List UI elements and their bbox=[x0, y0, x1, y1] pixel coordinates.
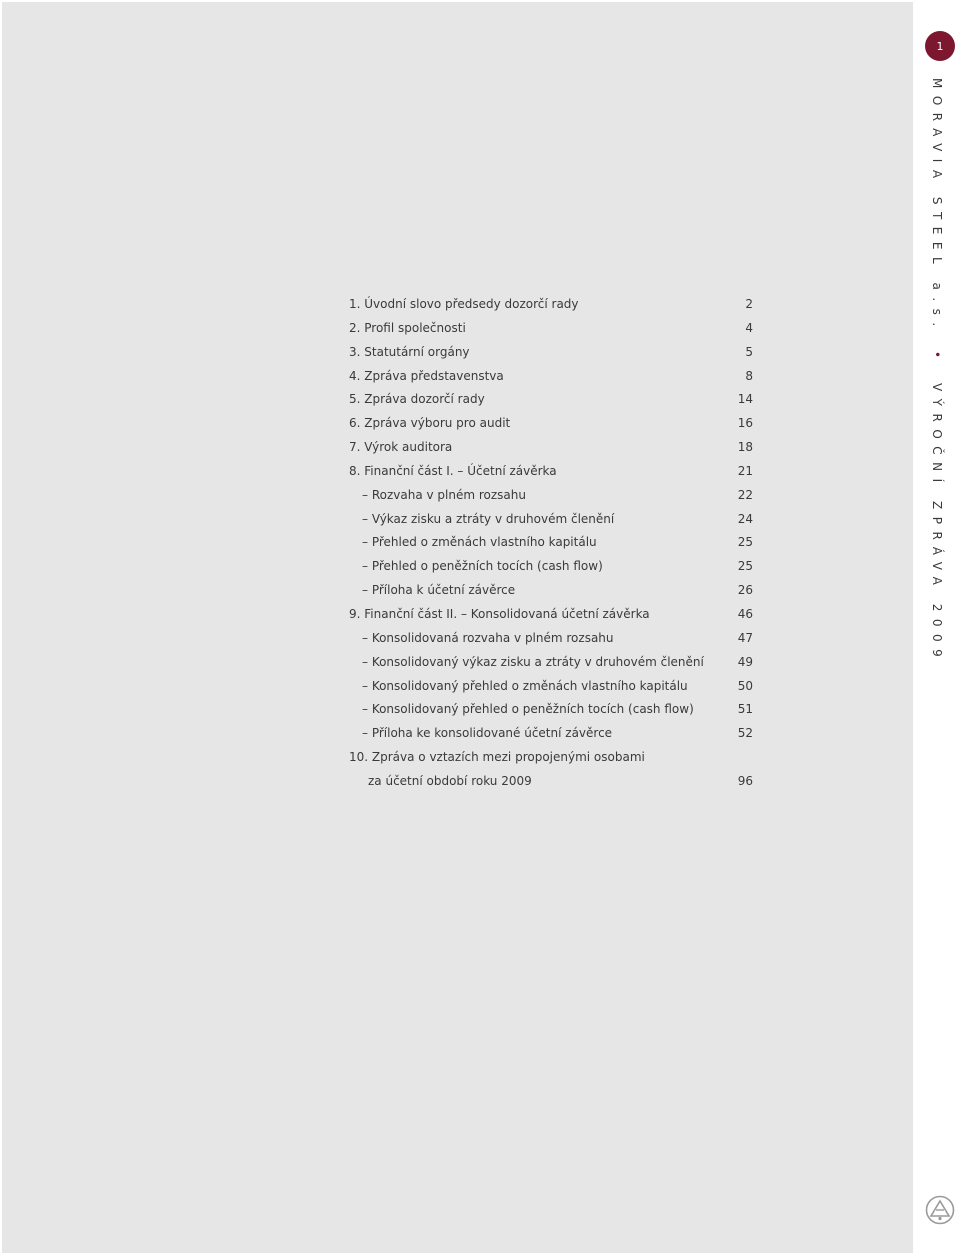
toc-entry-label: 1. Úvodní slovo předsedy dozorčí rady bbox=[349, 297, 579, 311]
toc-entry[interactable] bbox=[349, 722, 753, 746]
toc-entry-page: 26 bbox=[737, 583, 753, 598]
toc-entry-page: 2 bbox=[745, 297, 753, 311]
toc-entry-page: 24 bbox=[737, 511, 753, 526]
toc-entry[interactable] bbox=[349, 627, 753, 651]
company-name: MORAVIA STEEL a.s. bbox=[930, 78, 944, 334]
toc-entry-label: – Přehled o peněžních tocích (cash flow) bbox=[362, 559, 603, 574]
toc-entry-label: 2. Profil společnosti bbox=[349, 320, 466, 335]
toc-entry-page: 25 bbox=[737, 535, 753, 550]
toc-entry-label: 3. Statutární orgány bbox=[349, 344, 470, 359]
toc-entry-page: 25 bbox=[737, 559, 753, 574]
toc-entry[interactable] bbox=[349, 770, 753, 794]
toc-entry-label: 8. Finanční část I. – Účetní závěrka bbox=[349, 463, 557, 478]
toc-entry-label: – Příloha ke konsolidované účetní závěrce bbox=[362, 726, 613, 741]
toc-entry-label: – Konsolidovaný výkaz zisku a ztráty v druhovém členění bbox=[362, 654, 704, 669]
toc-entry[interactable] bbox=[349, 603, 753, 627]
toc-entry[interactable] bbox=[349, 388, 753, 412]
toc-entry[interactable] bbox=[349, 317, 753, 341]
toc-entry-label: 6. Zpráva výboru pro audit bbox=[349, 416, 511, 431]
toc-entry[interactable] bbox=[349, 341, 753, 365]
toc-entry-page: 47 bbox=[737, 630, 753, 645]
toc-entry-page: 8 bbox=[745, 368, 753, 383]
moravia-steel-logo-icon bbox=[925, 1195, 955, 1225]
toc-entry[interactable] bbox=[349, 698, 753, 722]
toc-entry-page: 21 bbox=[737, 463, 753, 478]
toc-entry-label: 4. Zpráva představenstva bbox=[349, 368, 504, 383]
toc-entry[interactable] bbox=[349, 651, 753, 675]
toc-entry-page: 46 bbox=[737, 606, 753, 621]
toc-entry-label: – Rozvaha v plném rozsahu bbox=[362, 487, 526, 502]
toc-entry-page: 96 bbox=[737, 773, 753, 788]
toc-entry-label: – Přehled o změnách vlastního kapitálu bbox=[362, 535, 597, 550]
toc-entry[interactable] bbox=[349, 460, 753, 484]
toc-entry-page: 22 bbox=[737, 487, 753, 502]
toc-entry[interactable] bbox=[349, 579, 753, 603]
toc-entry-page: 52 bbox=[737, 726, 753, 741]
toc-entry-label: 10. Zpráva o vztazích mezi propojenými osobami bbox=[349, 750, 645, 765]
toc-entry-page: 5 bbox=[745, 344, 753, 359]
toc-entry-label: – Konsolidovaný přehled o peněžních tocích (cash flow) bbox=[362, 702, 694, 717]
toc-entry[interactable] bbox=[349, 484, 753, 508]
toc-entry[interactable] bbox=[349, 531, 753, 555]
page-number: 1 bbox=[936, 39, 944, 53]
toc-entry-label: – Konsolidovaná rozvaha v plném rozsahu bbox=[362, 630, 614, 645]
toc-entry[interactable] bbox=[349, 436, 753, 460]
toc-entry-label: – Konsolidovaný přehled o změnách vlastního kapitálu bbox=[362, 678, 688, 693]
toc-entry-page: 49 bbox=[737, 654, 753, 669]
toc-entry[interactable] bbox=[349, 675, 753, 699]
page-number-badge bbox=[925, 31, 955, 61]
toc-entry[interactable] bbox=[349, 746, 753, 770]
title-separator: • bbox=[930, 351, 944, 366]
toc-entry-label: 5. Zpráva dozorčí rady bbox=[349, 392, 485, 407]
toc-entry-label: 9. Finanční část II. – Konsolidovaná účetní závěrka bbox=[349, 606, 650, 621]
toc-entry-label: 7. Výrok auditora bbox=[349, 440, 453, 455]
toc-entry[interactable] bbox=[349, 508, 753, 532]
toc-entry-page: 51 bbox=[737, 702, 753, 717]
toc-entry-label: – Výkaz zisku a ztráty v druhovém členění bbox=[362, 511, 615, 526]
toc-entry[interactable] bbox=[349, 412, 753, 436]
toc-entry[interactable] bbox=[349, 365, 753, 389]
table-of-contents bbox=[349, 293, 753, 794]
vertical-report-title bbox=[930, 78, 944, 664]
toc-entry-page: 18 bbox=[737, 440, 753, 455]
toc-entry-label: – Příloha k účetní závěrce bbox=[362, 583, 516, 598]
report-title: VÝROČNÍ ZPRÁVA 2009 bbox=[930, 382, 944, 665]
toc-entry-page: 50 bbox=[737, 678, 753, 693]
toc-entry-label: za účetní období roku 2009 bbox=[368, 773, 532, 788]
toc-entry-page: 14 bbox=[737, 392, 753, 407]
toc-entry[interactable] bbox=[349, 293, 753, 317]
toc-entry[interactable] bbox=[349, 555, 753, 579]
toc-entry-page: 16 bbox=[737, 416, 753, 431]
toc-entry-page: 4 bbox=[745, 320, 753, 335]
